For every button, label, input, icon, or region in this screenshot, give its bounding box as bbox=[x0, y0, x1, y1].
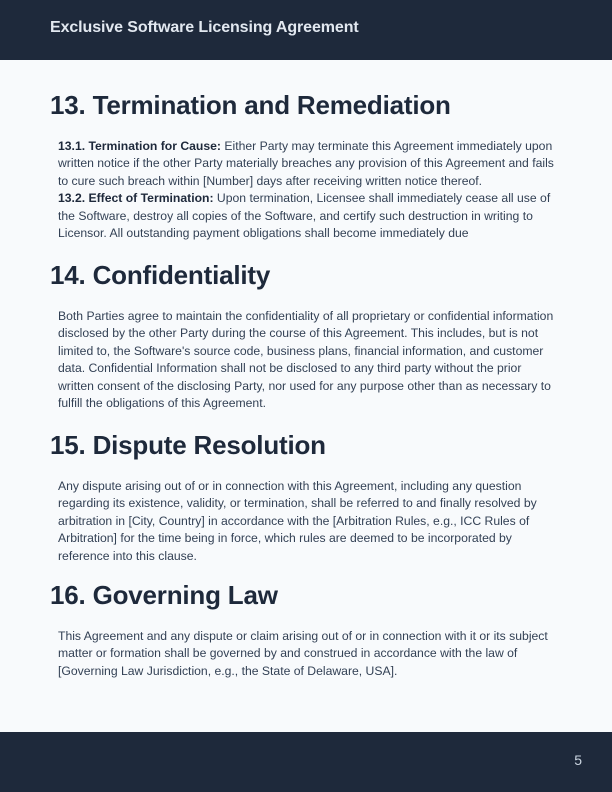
section-body-confidentiality bbox=[58, 308, 554, 412]
page-number: 5 bbox=[574, 752, 582, 768]
document-title: Exclusive Software Licensing Agreement bbox=[50, 19, 359, 36]
section-heading-termination: 13. Termination and Remediation bbox=[50, 90, 451, 120]
paragraph: This Agreement and any dispute or claim arising out of or in connection with it or its subject matter or formation shall be governed by and construed in accordance with the law of [Governing Law Jurisdiction, e.g., the State of Delaware, USA]. bbox=[58, 629, 548, 678]
clause-label: 13.2. Effect of Termination: bbox=[58, 191, 214, 206]
clause-13-2 bbox=[58, 190, 554, 242]
section-heading-confidentiality: 14. Confidentiality bbox=[50, 260, 271, 290]
section-heading-governing-law: 16. Governing Law bbox=[50, 580, 278, 610]
paragraph: Both Parties agree to maintain the confidentiality of all proprietary or confidential information disclosed by the other Party during the course of this Agreement. This includes, but is not limited to, the Software's source code, business plans, financial information, and customer data. Confidential Information shall not be disclosed to any third party without the prior written consent of the disclosing Party, nor used for any purpose other than as necessary to fulfill the obligations of this Agreement. bbox=[58, 309, 554, 411]
section-heading-dispute-resolution: 15. Dispute Resolution bbox=[50, 430, 326, 460]
clause-text: Either Party may terminate this Agreement immediately upon written notice if the other Party materially breaches any provision of this Agreement and fails to cure such breach within [Number] days after receiving written notice thereof. bbox=[58, 139, 554, 188]
clause-label: 13.1. Termination for Cause: bbox=[58, 139, 221, 153]
paragraph: Any dispute arising out of or in connection with this Agreement, including any question regarding its existence, validity, or termination, shall be referred to and finally resolved by arbitration in [City, Country] in accordance with the [Arbitration Rules, e.g., ICC Rules of Arbitration] for the time being in force, which rules are deemed to be incorporated by reference into this clause. bbox=[58, 479, 537, 563]
page-header bbox=[0, 0, 612, 60]
clause-text: Upon termination, Licensee shall immediately cease all use of the Software, destroy all copies of the Software, and certify such destruction in writing to Licensor. All outstanding payment obligations shall become immediately due bbox=[58, 191, 551, 241]
section-body-dispute-resolution bbox=[58, 478, 554, 565]
section-body-termination bbox=[58, 138, 554, 250]
section-body-governing-law bbox=[58, 628, 554, 680]
page-footer bbox=[0, 732, 612, 792]
clause-13-1 bbox=[58, 138, 554, 190]
